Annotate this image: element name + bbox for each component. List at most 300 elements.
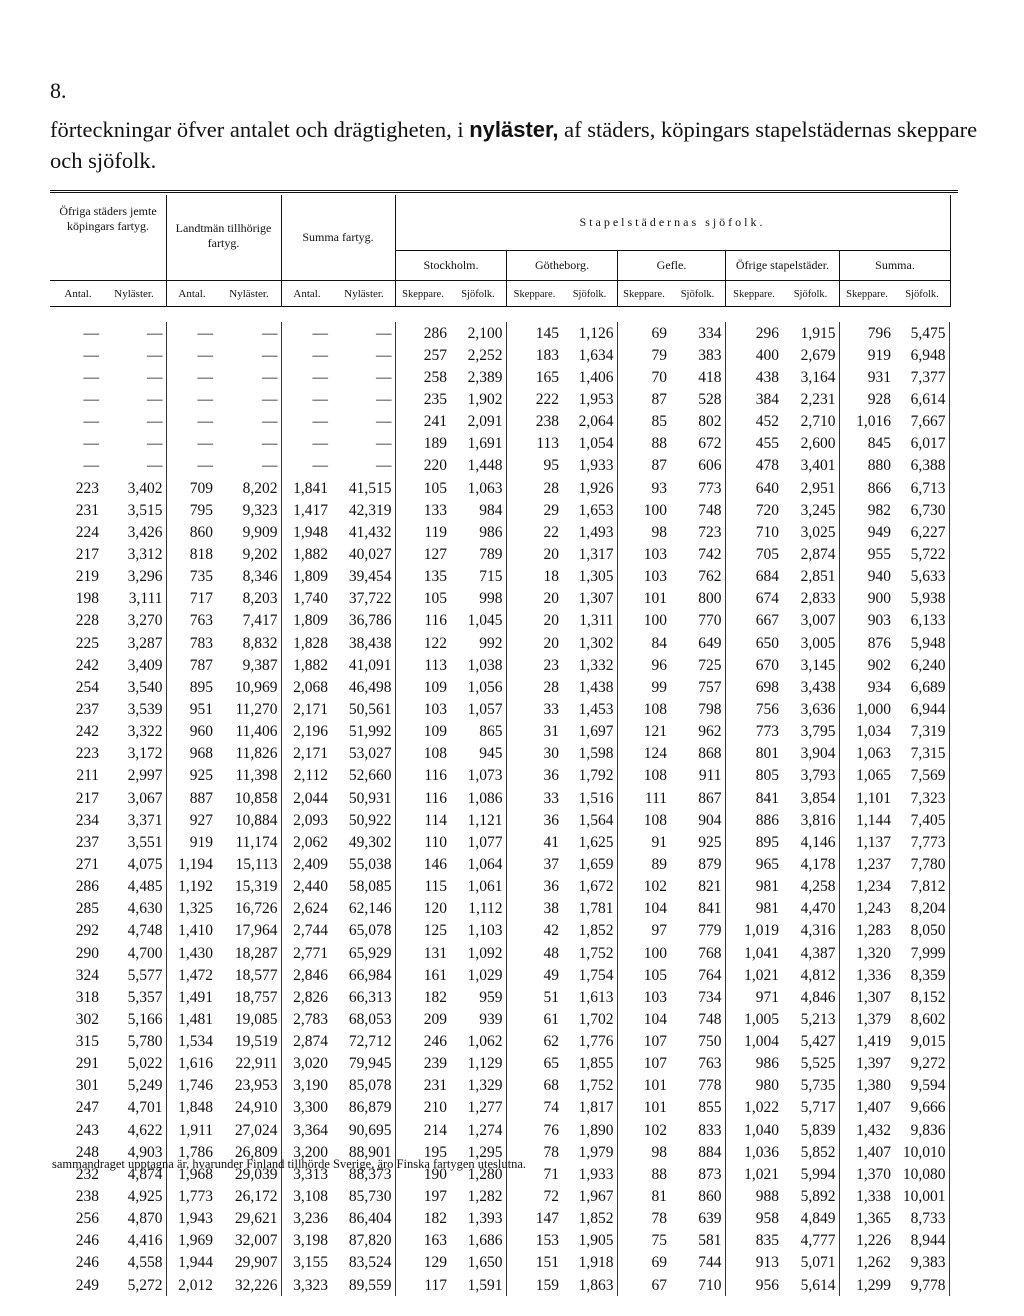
table-cell: 228: [75, 612, 99, 630]
table-cell: 478: [755, 457, 779, 475]
table-cell: —: [216, 388, 281, 410]
table-cell: 26,172: [216, 1185, 281, 1207]
table-cell: 1,282: [450, 1185, 506, 1207]
table-cell: —: [216, 344, 281, 366]
table-row: [50, 698, 949, 720]
table-cell: 4,075: [102, 853, 166, 875]
table-cell: 674: [755, 590, 779, 608]
table-row: [50, 1053, 949, 1075]
table-cell: 8,050: [894, 920, 949, 942]
table-row: [50, 654, 949, 676]
table-cell: 887: [189, 789, 213, 807]
table-cell: 971: [755, 988, 779, 1006]
table-cell: 231: [423, 1077, 447, 1095]
table-cell: 3,111: [102, 588, 166, 610]
table-cell: 190: [423, 1165, 447, 1183]
table-row: [50, 676, 949, 698]
table-cell: 1,752: [562, 942, 617, 964]
table-cell: 1,393: [450, 1208, 506, 1230]
table-cell: 88: [651, 1165, 667, 1183]
table-cell: 159: [535, 1276, 559, 1294]
table-cell: 1,034: [856, 723, 891, 741]
header-rule: [50, 306, 950, 307]
table-cell: 5,735: [782, 1075, 839, 1097]
table-cell: 62,146: [331, 898, 395, 920]
table-cell: —: [102, 411, 166, 433]
table-cell: 750: [670, 1031, 725, 1053]
table-cell: 18,577: [216, 964, 281, 986]
table-cell: 242: [75, 723, 99, 741]
table-cell: 1,953: [562, 388, 617, 410]
table-cell: 65,078: [331, 920, 395, 942]
table-cell: 418: [670, 366, 725, 388]
table-cell: 91: [651, 833, 667, 851]
table-cell: 85: [651, 413, 667, 431]
table-cell: 2,783: [293, 1010, 328, 1028]
table-cell: 113: [424, 656, 447, 674]
table-cell: 1,029: [450, 964, 506, 986]
table-cell: 698: [755, 678, 779, 696]
table-cell: 70: [651, 368, 667, 386]
table-cell: 3,401: [782, 455, 839, 477]
table-cell: 117: [424, 1276, 447, 1294]
table-cell: 1,329: [450, 1075, 506, 1097]
table-cell: 1,036: [744, 1143, 779, 1161]
table-cell: 105: [423, 590, 447, 608]
header-divider: [281, 195, 282, 307]
table-cell: 24,910: [216, 1097, 281, 1119]
table-cell: 3,164: [782, 366, 839, 388]
table-cell: 1,491: [178, 988, 213, 1006]
table-cell: 1,481: [178, 1010, 213, 1028]
table-cell: 5,614: [782, 1274, 839, 1296]
table-cell: 1,653: [562, 499, 617, 521]
table-cell: 956: [755, 1276, 779, 1294]
table-cell: 2,112: [293, 767, 328, 785]
table-cell: 239: [423, 1055, 447, 1073]
table-cell: 8,202: [216, 477, 281, 499]
table-cell: 2,851: [782, 566, 839, 588]
table-cell: 6,227: [894, 521, 949, 543]
table-cell: 919: [189, 833, 213, 851]
table-cell: 2,171: [293, 700, 328, 718]
table-cell: 61: [543, 1010, 559, 1028]
table-cell: 116: [424, 612, 447, 630]
table-cell: 286: [75, 878, 99, 896]
table-cell: 984: [450, 499, 506, 521]
table-cell: 3,515: [102, 499, 166, 521]
table-cell: 8,832: [216, 632, 281, 654]
table-cell: 19,519: [216, 1031, 281, 1053]
table-cell: 46,498: [331, 676, 395, 698]
table-cell: 87,820: [331, 1230, 395, 1252]
table-cell: 900: [867, 590, 891, 608]
table-cell: 10,001: [894, 1185, 949, 1207]
table-cell: 271: [75, 855, 99, 873]
table-cell: 31: [543, 723, 559, 741]
table-cell: 29,907: [216, 1252, 281, 1274]
table-cell: 998: [450, 588, 506, 610]
table-cell: 9,836: [894, 1119, 949, 1141]
table-cell: 1,307: [562, 588, 617, 610]
table-cell: 3,025: [782, 521, 839, 543]
table-cell: 6,017: [894, 433, 949, 455]
table-cell: 37: [543, 855, 559, 873]
table-cell: 7,999: [894, 942, 949, 964]
table-cell: 33: [543, 789, 559, 807]
table-cell: 1,283: [856, 922, 891, 940]
table-cell: 9,666: [894, 1097, 949, 1119]
table-cell: 1,380: [856, 1077, 891, 1095]
table-cell: 246: [423, 1033, 447, 1051]
table-cell: 742: [670, 543, 725, 565]
table-cell: 1,022: [744, 1099, 779, 1117]
table-cell: 7,812: [894, 876, 949, 898]
table-cell: 1,040: [744, 1121, 779, 1139]
table-cell: 74: [543, 1099, 559, 1117]
table-cell: 11,826: [216, 743, 281, 765]
table-cell: 42,319: [331, 499, 395, 521]
table-cell: 76: [543, 1121, 559, 1139]
table-cell: 762: [670, 566, 725, 588]
table-cell: 324: [75, 966, 99, 984]
table-cell: 2,196: [293, 723, 328, 741]
table-cell: 9,387: [216, 654, 281, 676]
table-cell: 49: [543, 966, 559, 984]
table-cell: 992: [450, 632, 506, 654]
table-cell: 1,311: [562, 610, 617, 632]
table-cell: 7,405: [894, 809, 949, 831]
table-cell: 88,373: [331, 1163, 395, 1185]
table-cell: 868: [670, 743, 725, 765]
table-cell: 103: [643, 988, 667, 1006]
table-cell: 1,243: [856, 900, 891, 918]
table-cell: 2,744: [293, 922, 328, 940]
table-cell: 10,969: [216, 676, 281, 698]
table-cell: 20: [543, 590, 559, 608]
table-cell: 962: [670, 721, 725, 743]
table-cell: 27,024: [216, 1119, 281, 1141]
table-cell: 773: [670, 477, 725, 499]
table-cell: 2,951: [782, 477, 839, 499]
stapel-header: Stapelstädernas sjöfolk.: [579, 215, 766, 229]
table-cell: 108: [643, 700, 667, 718]
table-cell: 210: [423, 1099, 447, 1117]
table-cell: —: [83, 324, 99, 342]
table-cell: 87: [651, 457, 667, 475]
table-cell: 982: [867, 501, 891, 519]
table-cell: 1,000: [856, 700, 891, 718]
table-cell: 4,146: [782, 831, 839, 853]
table-cell: —: [331, 411, 395, 433]
table-cell: 69: [651, 324, 667, 342]
sub-header: Skeppare.: [402, 289, 444, 300]
table-cell: 51,992: [331, 721, 395, 743]
table-cell: 1,967: [562, 1185, 617, 1207]
table-row: [50, 765, 949, 787]
table-cell: 66,984: [331, 964, 395, 986]
table-cell: 1,004: [744, 1033, 779, 1051]
sub-header: Skeppare.: [623, 289, 665, 300]
table-cell: 1,926: [562, 477, 617, 499]
table-cell: 217: [75, 789, 99, 807]
table-cell: 3,364: [293, 1121, 328, 1139]
table-cell: 29,621: [216, 1208, 281, 1230]
table-cell: 980: [755, 1077, 779, 1095]
table-cell: 8,733: [894, 1208, 949, 1230]
table-cell: 1,890: [562, 1119, 617, 1141]
table-cell: 214: [423, 1121, 447, 1139]
table-cell: 6,730: [894, 499, 949, 521]
sub-header: Antal.: [64, 288, 92, 300]
table-cell: 3,438: [782, 676, 839, 698]
table-row: [50, 433, 949, 455]
table-cell: 5,427: [782, 1031, 839, 1053]
table-cell: 1,041: [744, 944, 779, 962]
table-cell: 232: [75, 1165, 99, 1183]
table-cell: 3,312: [102, 543, 166, 565]
table-cell: 1,659: [562, 853, 617, 875]
table-cell: 3,145: [782, 654, 839, 676]
table-cell: 2,997: [102, 765, 166, 787]
table-cell: 87: [651, 390, 667, 408]
table-cell: 710: [755, 523, 779, 541]
table-cell: 5,780: [102, 1031, 166, 1053]
table-cell: 2,600: [782, 433, 839, 455]
table-cell: 7,323: [894, 787, 949, 809]
table-cell: 1,417: [293, 501, 328, 519]
table-cell: 18,757: [216, 986, 281, 1008]
table-cell: 8,346: [216, 566, 281, 588]
table-cell: —: [83, 435, 99, 453]
table-cell: 86,404: [331, 1208, 395, 1230]
table-cell: 528: [670, 388, 725, 410]
table-cell: 1,274: [450, 1119, 506, 1141]
table-cell: 1,410: [178, 922, 213, 940]
table-cell: 18: [543, 568, 559, 586]
table-cell: 833: [670, 1119, 725, 1141]
table-cell: —: [197, 435, 213, 453]
table-cell: 7,667: [894, 411, 949, 433]
table-cell: 182: [423, 1210, 447, 1228]
table-cell: 904: [670, 809, 725, 831]
table-cell: 1,121: [450, 809, 506, 831]
table-cell: 841: [670, 898, 725, 920]
table-cell: 209: [423, 1010, 447, 1028]
table-cell: 1,092: [450, 942, 506, 964]
table-cell: 1,516: [562, 787, 617, 809]
table-cell: 301: [75, 1077, 99, 1095]
table-cell: 9,015: [894, 1031, 949, 1053]
table-cell: 2,846: [293, 966, 328, 984]
table-cell: 1,407: [856, 1143, 891, 1161]
table-cell: 1,430: [178, 944, 213, 962]
table-cell: 925: [189, 767, 213, 785]
table-cell: 1,943: [178, 1210, 213, 1228]
table-cell: 7,417: [216, 610, 281, 632]
table-cell: 224: [75, 523, 99, 541]
table-cell: 65,929: [331, 942, 395, 964]
table-cell: 2,874: [782, 543, 839, 565]
table-cell: 225: [75, 634, 99, 652]
table-cell: 911: [670, 765, 725, 787]
table-cell: 725: [670, 654, 725, 676]
table-cell: 880: [867, 457, 891, 475]
table-cell: 1,325: [178, 900, 213, 918]
table-cell: 161: [423, 966, 447, 984]
table-cell: 4,558: [102, 1252, 166, 1274]
table-cell: 11,270: [216, 698, 281, 720]
table-cell: 1,019: [744, 922, 779, 940]
table-cell: —: [197, 368, 213, 386]
table-cell: 860: [670, 1185, 725, 1207]
table-cell: 75: [651, 1232, 667, 1250]
table-cell: 7,319: [894, 721, 949, 743]
table-cell: 3,371: [102, 809, 166, 831]
table-cell: 55,038: [331, 853, 395, 875]
top-rule: [50, 190, 958, 193]
table-cell: 919: [867, 346, 891, 364]
table-cell: 8,152: [894, 986, 949, 1008]
table-cell: —: [102, 455, 166, 477]
table-cell: 684: [755, 568, 779, 586]
table-cell: 68: [543, 1077, 559, 1095]
table-cell: 7,315: [894, 743, 949, 765]
table-row: [50, 898, 949, 920]
table-cell: 1,307: [856, 988, 891, 1006]
table-cell: 773: [755, 723, 779, 741]
table-row: [50, 588, 949, 610]
table-row: [50, 986, 949, 1008]
table-cell: —: [197, 413, 213, 431]
table-cell: 1,933: [562, 455, 617, 477]
table-cell: 3,426: [102, 521, 166, 543]
table-cell: 104: [643, 1010, 667, 1028]
table-cell: 764: [670, 964, 725, 986]
table-cell: 105: [423, 479, 447, 497]
data-table: [50, 322, 950, 1296]
table-cell: 2,440: [293, 878, 328, 896]
table-cell: 1,262: [856, 1254, 891, 1272]
table-cell: 902: [867, 656, 891, 674]
table-cell: —: [197, 324, 213, 342]
table-cell: 720: [755, 501, 779, 519]
table-row: [50, 1119, 949, 1141]
table-cell: 237: [75, 700, 99, 718]
sub-header: Skeppare.: [733, 289, 775, 300]
table-cell: 1,065: [856, 767, 891, 785]
table-cell: 38: [543, 900, 559, 918]
table-cell: 1,305: [562, 566, 617, 588]
table-cell: 1,781: [562, 898, 617, 920]
table-cell: 2,093: [293, 811, 328, 829]
table-cell: 795: [189, 501, 213, 519]
table-cell: 5,938: [894, 588, 949, 610]
table-cell: 88: [651, 435, 667, 453]
table-row: [50, 632, 949, 654]
table-row: [50, 1097, 949, 1119]
table-cell: 119: [424, 523, 447, 541]
table-cell: —: [102, 344, 166, 366]
table-cell: —: [331, 322, 395, 344]
table-cell: 41,515: [331, 477, 395, 499]
table-cell: 1,226: [856, 1232, 891, 1250]
table-cell: 41,091: [331, 654, 395, 676]
sub-header: Nyläster.: [344, 288, 384, 300]
table-cell: 6,388: [894, 455, 949, 477]
table-cell: 9,594: [894, 1075, 949, 1097]
table-cell: 8,944: [894, 1230, 949, 1252]
table-cell: 3,270: [102, 610, 166, 632]
table-cell: 125: [423, 922, 447, 940]
table-cell: 779: [670, 920, 725, 942]
table-cell: 131: [423, 944, 447, 962]
table-row: [50, 455, 949, 477]
table-cell: 770: [670, 610, 725, 632]
table-cell: 103: [643, 568, 667, 586]
table-cell: 768: [670, 942, 725, 964]
table-cell: 4,870: [102, 1208, 166, 1230]
table-cell: —: [102, 433, 166, 455]
table-cell: 1,407: [856, 1099, 891, 1117]
table-cell: 32,226: [216, 1274, 281, 1296]
table-cell: 81: [651, 1188, 667, 1206]
table-cell: 86,879: [331, 1097, 395, 1119]
table-cell: 650: [755, 634, 779, 652]
table-row: [50, 964, 949, 986]
table-cell: 1,911: [178, 1121, 213, 1139]
table-cell: 986: [755, 1055, 779, 1073]
table-cell: 913: [755, 1254, 779, 1272]
sub-header: Nyläster.: [114, 288, 154, 300]
table-cell: 49,302: [331, 831, 395, 853]
table-cell: 1,855: [562, 1053, 617, 1075]
group-header-summa-fartyg: Summa fartyg.: [302, 230, 374, 244]
table-cell: —: [331, 455, 395, 477]
table-row: [50, 566, 949, 588]
table-cell: 3,296: [102, 566, 166, 588]
table-cell: 438: [755, 368, 779, 386]
table-cell: 1,021: [744, 1165, 779, 1183]
table-cell: 3,190: [293, 1077, 328, 1095]
table-cell: 100: [643, 944, 667, 962]
table-cell: 3,854: [782, 787, 839, 809]
table-cell: 243: [75, 1121, 99, 1139]
table-cell: —: [216, 455, 281, 477]
table-cell: 99: [651, 678, 667, 696]
table-cell: 5,948: [894, 632, 949, 654]
table-cell: 101: [643, 1077, 667, 1095]
table-cell: 4,416: [102, 1230, 166, 1252]
table-cell: 127: [423, 545, 447, 563]
table-cell: 1,438: [562, 676, 617, 698]
table-cell: 1,432: [856, 1121, 891, 1139]
sub-header: Antal.: [293, 288, 321, 300]
group-header-ofriga: Öfriga städers jemte köpingars fartyg.: [59, 204, 157, 233]
table-cell: 1,419: [856, 1033, 891, 1051]
table-cell: 147: [535, 1210, 559, 1228]
table-cell: 672: [670, 433, 725, 455]
table-cell: —: [216, 322, 281, 344]
table-cell: 3,551: [102, 831, 166, 853]
table-cell: 715: [450, 566, 506, 588]
table-cell: 735: [189, 568, 213, 586]
table-cell: 2,231: [782, 388, 839, 410]
table-cell: 6,689: [894, 676, 949, 698]
table-cell: 1,817: [562, 1097, 617, 1119]
table-cell: 1,299: [856, 1276, 891, 1294]
table-cell: 1,338: [856, 1188, 891, 1206]
